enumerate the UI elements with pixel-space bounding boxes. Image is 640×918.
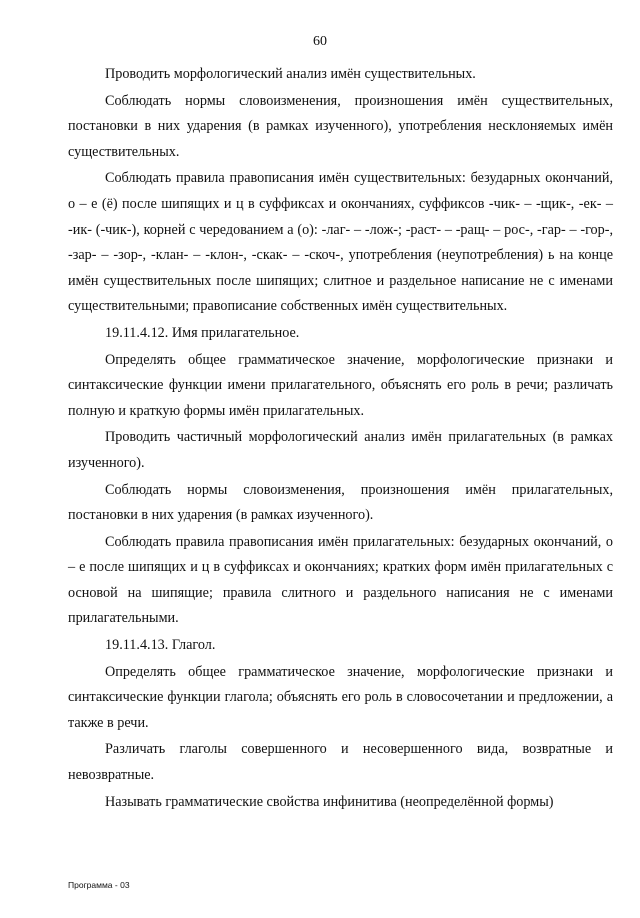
paragraph: Называть грамматические свойства инфинитива (неопределённой формы) — [105, 793, 554, 810]
paragraph: Соблюдать нормы словоизменения, произношения имён существительных, постановки в них ударения (в рамках изученного), употребления несклоняемых имён существительных. — [68, 92, 613, 160]
paragraph: Определять общее грамматическое значение, морфологические признаки и синтаксические функции имени прилагательного, объяснять его роль в речи; различать полную и краткую формы имён прилагательных. — [68, 351, 613, 419]
paragraph: Соблюдать нормы словоизменения, произношения имён прилагательных, постановки в них ударения (в рамках изученного). — [68, 481, 613, 524]
paragraph: Соблюдать правила правописания имён существительных: безударных окончаний, о – е (ё) после шипящих и ц в суффиксах и окончаниях, суффиксов -чик- – -щик-, -ек- – -ик- (-чик-), корней с чередованием а (о): -лаг- – -лож-; -раст- – -ращ- – рос-, -гар- – -гор-, -зар- – -зор-, -клан- – -клон-, -скак- – -скоч-, употребления (неупотребления) ь на конце имён существительных после шипящих; слитное и раздельное написание не с именами существительными; правописание собственных имён существительных. — [68, 170, 613, 315]
body-text — [68, 62, 613, 816]
page-number: 60 — [313, 34, 327, 49]
paragraph: Определять общее грамматическое значение, морфологические признаки и синтаксические функции глагола; объяснять его роль в словосочетании и предложении, а также в речи. — [68, 663, 613, 731]
footer-label: Программа - 03 — [68, 880, 130, 890]
section-heading: 19.11.4.13. Глагол. — [105, 637, 216, 654]
paragraph: Соблюдать правила правописания имён прилагательных: безударных окончаний, о – е после шипящих и ц в суффиксах и окончаниях; кратких форм имён прилагательных с основой на шипящие; правила слитного и раздельного написания не с именами прилагательными. — [68, 533, 613, 627]
paragraph: Проводить морфологический анализ имён существительных. — [105, 66, 476, 82]
section-heading: 19.11.4.12. Имя прилагательное. — [105, 324, 300, 341]
paragraph: Проводить частичный морфологический анализ имён прилагательных (в рамках изученного). — [68, 429, 613, 471]
paragraph: Различать глаголы совершенного и несовершенного вида, возвратные и невозвратные. — [68, 741, 613, 784]
